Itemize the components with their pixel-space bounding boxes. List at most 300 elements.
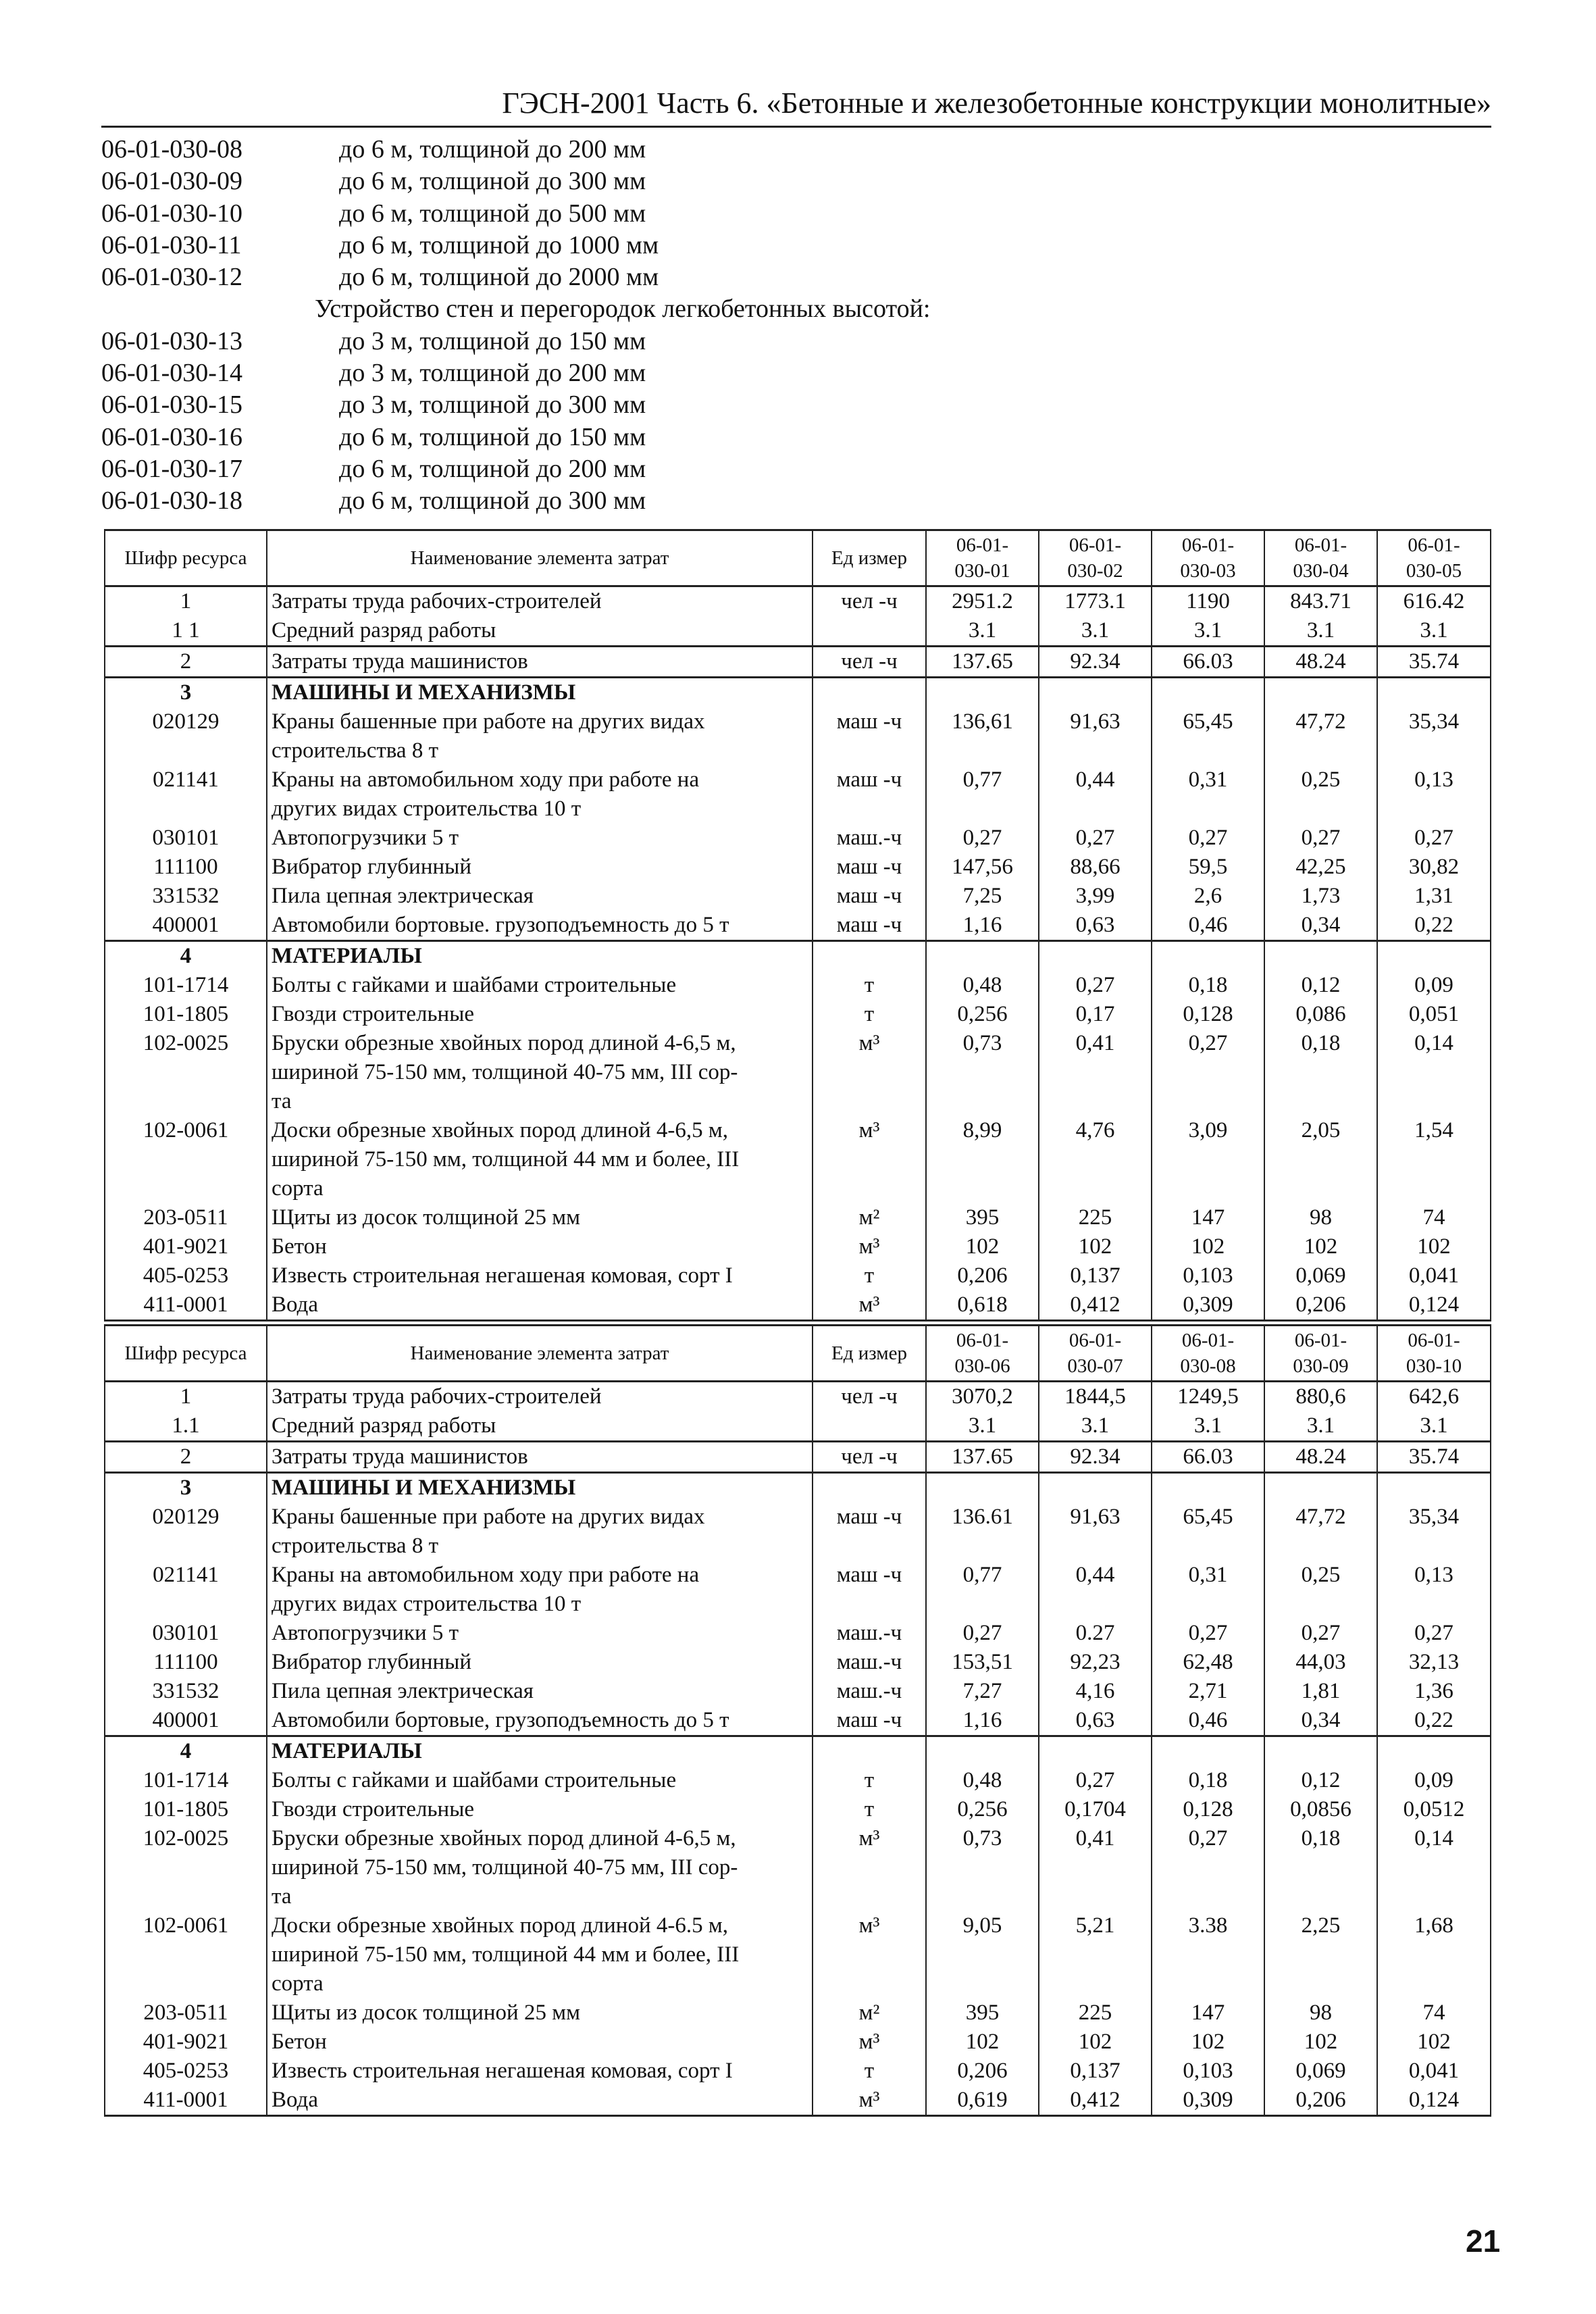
unit: м² — [813, 1998, 926, 2028]
cost-element-name: Известь строительная негашеная комовая, сорт I — [267, 2057, 813, 2086]
norm-description: до 6 м, толщиной до 200 мм — [339, 454, 646, 483]
norm-description: до 3 м, толщиной до 150 мм — [339, 326, 646, 355]
resource-code: 331532 — [105, 1677, 267, 1706]
value-cell: 0,14 — [1377, 1824, 1491, 1911]
resource-code: 3 — [105, 1473, 267, 1503]
value-cell: 102 — [1377, 1232, 1491, 1261]
value-cell: 102 — [1039, 1232, 1152, 1261]
value-cell: 91,63 — [1039, 707, 1152, 765]
table-row — [105, 1203, 1491, 1232]
value-cell: 0,412 — [1039, 1290, 1152, 1321]
norm-code: 06-01-030-17 — [101, 454, 242, 483]
value-cell: 136.61 — [926, 1503, 1039, 1561]
value-cell: 0,77 — [926, 1561, 1039, 1619]
table-row — [105, 1261, 1491, 1290]
value-cell: 66.03 — [1152, 647, 1264, 678]
norm-description: до 6 м, толщиной до 300 мм — [339, 486, 646, 515]
unit — [813, 1473, 926, 1503]
value-cell — [1377, 1473, 1491, 1503]
value-cell: 0,0512 — [1377, 1795, 1491, 1824]
header-norm-code: 06-01- 030-03 — [1152, 530, 1264, 586]
value-cell: 8,99 — [926, 1116, 1039, 1203]
cost-element-name: Затраты труда рабочих-строителей — [267, 1382, 813, 1412]
norm-description: до 6 м, толщиной до 200 мм — [339, 135, 646, 164]
unit: м³ — [813, 1029, 926, 1116]
cost-element-name: Бетон — [267, 1232, 813, 1261]
value-cell: 3.38 — [1152, 1911, 1264, 1998]
value-cell: 102 — [926, 2028, 1039, 2057]
value-cell: 74 — [1377, 1203, 1491, 1232]
value-cell: 1844,5 — [1039, 1382, 1152, 1412]
resource-code: 400001 — [105, 911, 267, 941]
unit: маш -ч — [813, 882, 926, 911]
value-cell: 0,77 — [926, 765, 1039, 824]
resource-code: 401-9021 — [105, 1232, 267, 1261]
value-cell: 3.1 — [1039, 1411, 1152, 1442]
value-cell: 102 — [1264, 2028, 1377, 2057]
table-row — [105, 1561, 1491, 1619]
document-title: ГЭСН-2001 Часть 6. «Бетонные и железобетонные конструкции монолитные» — [502, 86, 1491, 120]
value-cell: 47,72 — [1264, 707, 1377, 765]
value-cell: 0,27 — [1377, 1619, 1491, 1648]
value-cell: 0,27 — [1039, 1766, 1152, 1795]
resource-code: 3 — [105, 678, 267, 708]
value-cell: 0,63 — [1039, 1706, 1152, 1736]
cost-element-name: Доски обрезные хвойных пород длиной 4-6.5 м, шириной 75-150 мм, толщиной 44 мм и более, III сорта — [267, 1911, 813, 1998]
value-cell: 0,412 — [1039, 2086, 1152, 2116]
unit: маш.-ч — [813, 1619, 926, 1648]
cost-element-name: Гвозди строительные — [267, 1795, 813, 1824]
value-cell: 0,256 — [926, 1000, 1039, 1029]
value-cell: 48.24 — [1264, 647, 1377, 678]
value-cell — [926, 678, 1039, 708]
value-cell: 92,23 — [1039, 1648, 1152, 1677]
page-header — [101, 81, 1491, 128]
resource-code: 331532 — [105, 882, 267, 911]
value-cell: 642,6 — [1377, 1382, 1491, 1412]
cost-element-name: Автомобили бортовые. грузоподъемность до 5 т — [267, 911, 813, 941]
header-norm-code: 06-01- 030-07 — [1039, 1326, 1152, 1382]
value-cell: 0,256 — [926, 1795, 1039, 1824]
cost-element-name: Бруски обрезные хвойных пород длиной 4-6,5 м, шириной 75-150 мм, толщиной 40-75 мм, III сор- та — [267, 1029, 813, 1116]
resource-code: 030101 — [105, 1619, 267, 1648]
resource-code: 2 — [105, 647, 267, 678]
resource-code: 021141 — [105, 765, 267, 824]
table-row — [105, 1736, 1491, 1767]
value-cell: 0,137 — [1039, 1261, 1152, 1290]
value-cell — [1039, 941, 1152, 972]
value-cell: 65,45 — [1152, 1503, 1264, 1561]
value-cell: 102 — [1377, 2028, 1491, 2057]
cost-element-name: Щиты из досок толщиной 25 мм — [267, 1998, 813, 2028]
value-cell: 5,21 — [1039, 1911, 1152, 1998]
value-cell: 0,34 — [1264, 1706, 1377, 1736]
norm-code: 06-01-030-10 — [101, 199, 242, 228]
value-cell: 35,34 — [1377, 707, 1491, 765]
code-line — [101, 166, 1520, 197]
value-cell: 137.65 — [926, 1442, 1039, 1473]
value-cell: 0,44 — [1039, 765, 1152, 824]
value-cell: 102 — [1152, 2028, 1264, 2057]
value-cell: 0,086 — [1264, 1000, 1377, 1029]
table-row — [105, 1000, 1491, 1029]
value-cell: 395 — [926, 1998, 1039, 2028]
unit: м³ — [813, 1290, 926, 1321]
unit: м² — [813, 1203, 926, 1232]
table-row — [105, 1766, 1491, 1795]
header-norm-code: 06-01- 030-01 — [926, 530, 1039, 586]
cost-element-name: Известь строительная негашеная комовая, сорт I — [267, 1261, 813, 1290]
value-cell: 35.74 — [1377, 647, 1491, 678]
value-cell: 225 — [1039, 1998, 1152, 2028]
table-row — [105, 1648, 1491, 1677]
table-row — [105, 911, 1491, 941]
value-cell — [1152, 941, 1264, 972]
unit: м³ — [813, 1232, 926, 1261]
cost-element-name: Краны башенные при работе на других видах строительства 8 т — [267, 1503, 813, 1561]
table-row — [105, 1382, 1491, 1412]
unit — [813, 1411, 926, 1442]
norm-description: до 6 м, толщиной до 2000 мм — [339, 263, 659, 292]
value-cell: 0,18 — [1152, 1766, 1264, 1795]
cost-element-name: Вода — [267, 2086, 813, 2116]
value-cell: 3.1 — [1039, 616, 1152, 647]
table-row — [105, 824, 1491, 853]
value-cell: 3070,2 — [926, 1382, 1039, 1412]
value-cell: 88,66 — [1039, 853, 1152, 882]
header-cost-element: Наименование элемента затрат — [267, 1326, 813, 1382]
table-row — [105, 1619, 1491, 1648]
resource-code: 102-0061 — [105, 1116, 267, 1203]
table-header-row — [105, 530, 1491, 586]
value-cell: 0,27 — [1264, 1619, 1377, 1648]
cost-element-name: Затраты труда машинистов — [267, 1442, 813, 1473]
value-cell: 0,44 — [1039, 1561, 1152, 1619]
table-row — [105, 853, 1491, 882]
value-cell: 35.74 — [1377, 1442, 1491, 1473]
table-row — [105, 1473, 1491, 1503]
norm-description: до 6 м, толщиной до 300 мм — [339, 167, 646, 196]
value-cell — [1264, 1736, 1377, 1767]
value-cell: 0,069 — [1264, 2057, 1377, 2086]
value-cell: 0,34 — [1264, 911, 1377, 941]
table-row — [105, 2086, 1491, 2116]
value-cell: 0,09 — [1377, 971, 1491, 1000]
table-row — [105, 678, 1491, 708]
unit: т — [813, 2057, 926, 2086]
value-cell: 0,48 — [926, 971, 1039, 1000]
code-list — [101, 134, 1520, 518]
value-cell: 0,309 — [1152, 1290, 1264, 1321]
cost-element-name: Пила цепная электрическая — [267, 1677, 813, 1706]
cost-element-name: Затраты труда машинистов — [267, 647, 813, 678]
value-cell: 32,13 — [1377, 1648, 1491, 1677]
table-row — [105, 1442, 1491, 1473]
norm-code: 06-01-030-15 — [101, 391, 242, 420]
header-cost-element: Наименование элемента затрат — [267, 530, 813, 586]
norm-code: 06-01-030-14 — [101, 359, 242, 388]
value-cell: 0,41 — [1039, 1824, 1152, 1911]
value-cell: 4,76 — [1039, 1116, 1152, 1203]
value-cell: 102 — [1264, 1232, 1377, 1261]
table-row — [105, 1998, 1491, 2028]
value-cell: 102 — [926, 1232, 1039, 1261]
value-cell: 0,31 — [1152, 765, 1264, 824]
value-cell: 843.71 — [1264, 586, 1377, 617]
cost-element-name: Вибратор глубинный — [267, 853, 813, 882]
value-cell: 0,1704 — [1039, 1795, 1152, 1824]
cost-element-name: Средний разряд работы — [267, 1411, 813, 1442]
value-cell — [1264, 1473, 1377, 1503]
cost-element-name: Вода — [267, 1290, 813, 1321]
value-cell — [1377, 941, 1491, 972]
value-cell: 0,041 — [1377, 2057, 1491, 2086]
value-cell — [1377, 678, 1491, 708]
value-cell: 0,27 — [1152, 1619, 1264, 1648]
cost-element-name: МАТЕРИАЛЫ — [267, 1736, 813, 1767]
value-cell: 1,16 — [926, 911, 1039, 941]
cost-element-name: МАШИНЫ И МЕХАНИЗМЫ — [267, 1473, 813, 1503]
value-cell: 98 — [1264, 1998, 1377, 2028]
cost-element-name: Краны башенные при работе на других видах строительства 8 т — [267, 707, 813, 765]
resource-code: 1 — [105, 1382, 267, 1412]
value-cell: 0,14 — [1377, 1029, 1491, 1116]
value-cell: 0,618 — [926, 1290, 1039, 1321]
value-cell — [1264, 678, 1377, 708]
value-cell — [1377, 1736, 1491, 1767]
value-cell: 0,137 — [1039, 2057, 1152, 2086]
value-cell: 98 — [1264, 1203, 1377, 1232]
value-cell: 0,27 — [926, 1619, 1039, 1648]
value-cell: 0,18 — [1264, 1029, 1377, 1116]
unit: чел -ч — [813, 647, 926, 678]
value-cell: 147 — [1152, 1998, 1264, 2028]
value-cell: 7,25 — [926, 882, 1039, 911]
table-row — [105, 1706, 1491, 1736]
value-cell: 0,206 — [1264, 1290, 1377, 1321]
value-cell: 0,103 — [1152, 2057, 1264, 2086]
norm-code: 06-01-030-09 — [101, 167, 242, 196]
unit: т — [813, 1795, 926, 1824]
value-cell: 0,18 — [1152, 971, 1264, 1000]
value-cell: 0.27 — [1039, 1619, 1152, 1648]
resource-table-1 — [104, 529, 1491, 1322]
cost-element-name: Автопогрузчики 5 т — [267, 824, 813, 853]
value-cell: 0,31 — [1152, 1561, 1264, 1619]
header-resource-code: Шифр ресурса — [105, 1326, 267, 1382]
value-cell: 1,81 — [1264, 1677, 1377, 1706]
resource-code: 020129 — [105, 707, 267, 765]
table-row — [105, 1290, 1491, 1321]
unit — [813, 616, 926, 647]
section-heading — [101, 293, 1520, 325]
value-cell: 0,27 — [1152, 1029, 1264, 1116]
table-row — [105, 971, 1491, 1000]
value-cell: 0,27 — [1377, 824, 1491, 853]
header-unit: Ед измер — [813, 530, 926, 586]
cost-element-name: Краны на автомобильном ходу при работе на других видах строительства 10 т — [267, 1561, 813, 1619]
resource-code: 101-1805 — [105, 1000, 267, 1029]
cost-element-name: Автопогрузчики 5 т — [267, 1619, 813, 1648]
cost-element-name: Краны на автомобильном ходу при работе на других видах строительства 10 т — [267, 765, 813, 824]
table-row — [105, 765, 1491, 824]
value-cell: 3,99 — [1039, 882, 1152, 911]
resource-code: 102-0061 — [105, 1911, 267, 1998]
unit: т — [813, 1000, 926, 1029]
cost-element-name: Доски обрезные хвойных пород длиной 4-6,5 м, шириной 75-150 мм, толщиной 44 мм и более, III сорта — [267, 1116, 813, 1203]
unit: м³ — [813, 1911, 926, 1998]
value-cell: 0,041 — [1377, 1261, 1491, 1290]
value-cell: 0,27 — [1264, 824, 1377, 853]
value-cell: 2,6 — [1152, 882, 1264, 911]
value-cell — [1039, 678, 1152, 708]
value-cell: 0,124 — [1377, 2086, 1491, 2116]
value-cell: 3.1 — [1152, 1411, 1264, 1442]
value-cell — [926, 1473, 1039, 1503]
cost-element-name: МАТЕРИАЛЫ — [267, 941, 813, 972]
norm-code: 06-01-030-18 — [101, 486, 242, 515]
value-cell: 1249,5 — [1152, 1382, 1264, 1412]
value-cell: 3.1 — [1377, 1411, 1491, 1442]
table-row — [105, 647, 1491, 678]
value-cell: 1,68 — [1377, 1911, 1491, 1998]
unit: маш.-ч — [813, 824, 926, 853]
cost-element-name: Автомобили бортовые, грузоподъемность до 5 т — [267, 1706, 813, 1736]
value-cell: 102 — [1152, 1232, 1264, 1261]
value-cell: 0,25 — [1264, 765, 1377, 824]
value-cell: 7,27 — [926, 1677, 1039, 1706]
value-cell: 147 — [1152, 1203, 1264, 1232]
value-cell: 42,25 — [1264, 853, 1377, 882]
code-line — [101, 198, 1520, 230]
value-cell: 616.42 — [1377, 586, 1491, 617]
resource-code: 405-0253 — [105, 1261, 267, 1290]
code-line — [101, 485, 1520, 517]
value-cell: 1773.1 — [1039, 586, 1152, 617]
value-cell: 0,206 — [926, 2057, 1039, 2086]
value-cell: 48.24 — [1264, 1442, 1377, 1473]
value-cell: 0,13 — [1377, 765, 1491, 824]
norm-code: 06-01-030-12 — [101, 263, 242, 292]
resource-code: 111100 — [105, 1648, 267, 1677]
value-cell: 0,46 — [1152, 911, 1264, 941]
unit: маш -ч — [813, 911, 926, 941]
value-cell: 1190 — [1152, 586, 1264, 617]
table-row — [105, 1232, 1491, 1261]
value-cell: 0,128 — [1152, 1000, 1264, 1029]
unit: маш -ч — [813, 853, 926, 882]
value-cell: 92.34 — [1039, 647, 1152, 678]
resource-code: 101-1714 — [105, 1766, 267, 1795]
value-cell: 4,16 — [1039, 1677, 1152, 1706]
table-row — [105, 707, 1491, 765]
code-line — [101, 261, 1520, 293]
value-cell: 0,206 — [926, 1261, 1039, 1290]
resource-code: 405-0253 — [105, 2057, 267, 2086]
unit: т — [813, 971, 926, 1000]
value-cell: 0,41 — [1039, 1029, 1152, 1116]
resource-code: 411-0001 — [105, 1290, 267, 1321]
page-number: 21 — [1466, 2223, 1501, 2259]
value-cell: 137.65 — [926, 647, 1039, 678]
value-cell — [926, 1736, 1039, 1767]
norm-description: до 6 м, толщиной до 150 мм — [339, 422, 646, 451]
norm-code: 06-01-030-13 — [101, 326, 242, 355]
value-cell: 395 — [926, 1203, 1039, 1232]
norm-code: 06-01-030-08 — [101, 135, 242, 164]
table-row — [105, 1911, 1491, 1998]
value-cell: 2,25 — [1264, 1911, 1377, 1998]
value-cell: 35,34 — [1377, 1503, 1491, 1561]
header-norm-code: 06-01- 030-10 — [1377, 1326, 1491, 1382]
value-cell: 66.03 — [1152, 1442, 1264, 1473]
table-row — [105, 1411, 1491, 1442]
resource-code: 4 — [105, 941, 267, 972]
value-cell: 74 — [1377, 1998, 1491, 2028]
header-norm-code: 06-01- 030-06 — [926, 1326, 1039, 1382]
unit: чел -ч — [813, 1382, 926, 1412]
unit: чел -ч — [813, 1442, 926, 1473]
cost-element-name: Бруски обрезные хвойных пород длиной 4-6,5 м, шириной 75-150 мм, толщиной 40-75 мм, III сор- та — [267, 1824, 813, 1911]
table-row — [105, 1795, 1491, 1824]
value-cell: 153,51 — [926, 1648, 1039, 1677]
unit: маш.-ч — [813, 1677, 926, 1706]
value-cell: 0,051 — [1377, 1000, 1491, 1029]
value-cell: 0,09 — [1377, 1766, 1491, 1795]
value-cell: 0,46 — [1152, 1706, 1264, 1736]
resource-code: 101-1805 — [105, 1795, 267, 1824]
value-cell — [1039, 1736, 1152, 1767]
value-cell — [926, 941, 1039, 972]
value-cell: 3.1 — [1152, 616, 1264, 647]
value-cell: 0,619 — [926, 2086, 1039, 2116]
value-cell: 3.1 — [926, 616, 1039, 647]
unit — [813, 678, 926, 708]
cost-element-name: МАШИНЫ И МЕХАНИЗМЫ — [267, 678, 813, 708]
resource-code: 111100 — [105, 853, 267, 882]
value-cell — [1152, 1736, 1264, 1767]
table-row — [105, 1503, 1491, 1561]
unit: маш.-ч — [813, 1648, 926, 1677]
code-line — [101, 357, 1520, 389]
resource-code: 1.1 — [105, 1411, 267, 1442]
unit: м³ — [813, 2028, 926, 2057]
value-cell: 0,48 — [926, 1766, 1039, 1795]
value-cell: 147,56 — [926, 853, 1039, 882]
table-header-row — [105, 1326, 1491, 1382]
norm-description: до 3 м, толщиной до 300 мм — [339, 391, 646, 420]
norm-description: до 3 м, толщиной до 200 мм — [339, 359, 646, 388]
table-row — [105, 2028, 1491, 2057]
value-cell: 225 — [1039, 1203, 1152, 1232]
value-cell: 0,25 — [1264, 1561, 1377, 1619]
value-cell: 3.1 — [926, 1411, 1039, 1442]
norm-code: 06-01-030-11 — [101, 230, 242, 259]
value-cell: 3.1 — [1264, 1411, 1377, 1442]
value-cell: 0,22 — [1377, 1706, 1491, 1736]
value-cell: 1,73 — [1264, 882, 1377, 911]
value-cell: 0,73 — [926, 1824, 1039, 1911]
code-line — [101, 230, 1520, 261]
value-cell: 1,16 — [926, 1706, 1039, 1736]
value-cell: 0,0856 — [1264, 1795, 1377, 1824]
cost-element-name: Вибратор глубинный — [267, 1648, 813, 1677]
value-cell: 1,36 — [1377, 1677, 1491, 1706]
value-cell: 1,31 — [1377, 882, 1491, 911]
value-cell: 3,09 — [1152, 1116, 1264, 1203]
resource-code: 2 — [105, 1442, 267, 1473]
value-cell — [1264, 941, 1377, 972]
